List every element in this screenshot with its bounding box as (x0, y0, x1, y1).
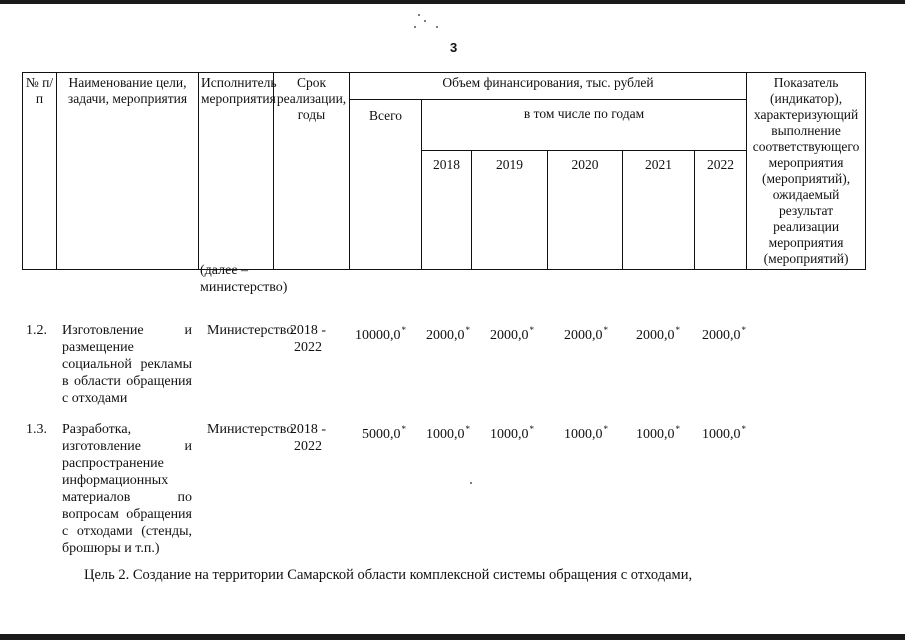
header-funding: Объем финансирования, тыс. рублей (350, 73, 747, 100)
scan-speck (414, 26, 416, 28)
header-year-2020: 2020 (548, 151, 623, 270)
row-total: 5000,0* (362, 424, 406, 442)
header-year-2022: 2022 (695, 151, 747, 270)
header-number: № п/п (23, 73, 57, 270)
scan-speck (418, 14, 420, 16)
row-executor: Министерство (207, 422, 294, 437)
scan-speck (424, 20, 426, 22)
row-2018: 2000,0* (426, 325, 470, 343)
top-edge-rule (0, 0, 905, 4)
table-header (22, 72, 866, 270)
row-2019: 1000,0* (490, 424, 534, 442)
header-indicator: Показатель (индикатор), характеризующий выполнение соответствующего мероприятия (мероприятий), ожидаемый результат реализации мероприятия (мероприятий) (747, 73, 866, 270)
row-2022: 2000,0* (702, 325, 746, 343)
row-name: Разработка, изготовление и распространение информационных материалов по вопросам обращения с отходами (стенды, брошюры и т.п.) (62, 422, 192, 556)
row-period: 2018 - 2022 (289, 422, 327, 454)
row-number: 1.2. (26, 323, 47, 338)
row-2021: 1000,0* (636, 424, 680, 442)
scan-speck (470, 482, 472, 484)
row-2020: 2000,0* (564, 325, 608, 343)
executor-continuation: (далее – министерство) (200, 263, 288, 295)
header-period: Срок реализации, годы (274, 73, 350, 270)
row-2018: 1000,0* (426, 424, 470, 442)
scan-speck (436, 26, 438, 28)
row-name: Изготовление и размещение социальной рекламы в области обращения с отходами (62, 323, 192, 406)
goal-heading: Цель 2. Создание на территории Самарской области комплексной системы обращения с отходами, (84, 567, 693, 583)
row-total: 10000,0* (355, 325, 406, 343)
row-2021: 2000,0* (636, 325, 680, 343)
header-total: Всего (350, 100, 422, 270)
row-period: 2018 - 2022 (289, 323, 327, 355)
header-by-years: в том числе по годам (422, 100, 747, 151)
page-number: 3 (450, 40, 458, 55)
row-2019: 2000,0* (490, 325, 534, 343)
row-2020: 1000,0* (564, 424, 608, 442)
header-year-2018: 2018 (422, 151, 472, 270)
bottom-edge-rule (0, 634, 905, 640)
header-year-2021: 2021 (623, 151, 695, 270)
row-executor: Министерство (207, 323, 294, 338)
header-executor: Исполнитель мероприятия (199, 73, 274, 270)
header-year-2019: 2019 (472, 151, 548, 270)
header-name: Наименование цели, задачи, мероприятия (57, 73, 199, 270)
row-2022: 1000,0* (702, 424, 746, 442)
row-number: 1.3. (26, 422, 47, 437)
